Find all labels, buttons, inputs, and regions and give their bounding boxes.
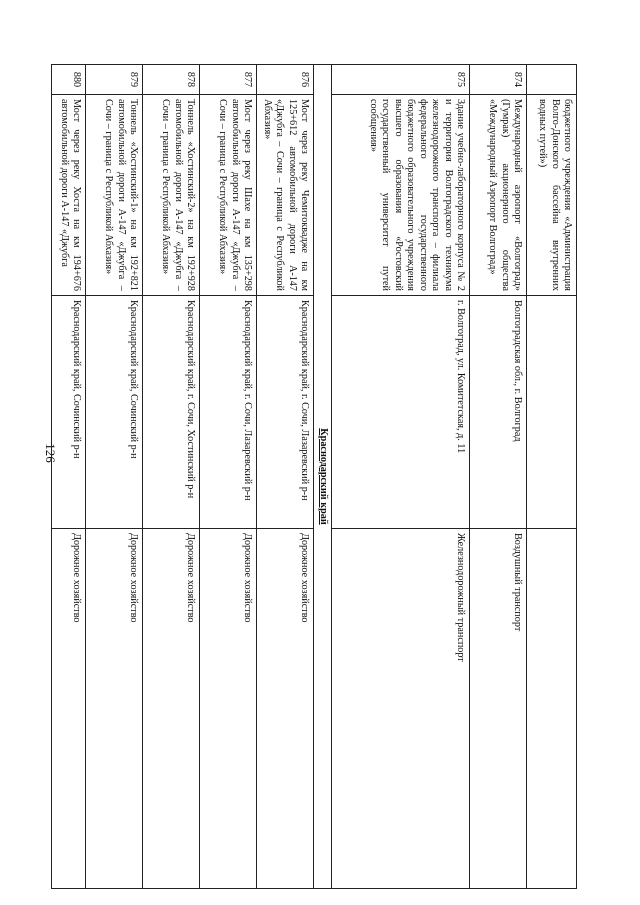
row-number: 877 [200, 65, 257, 95]
rotated-page-content [58, 64, 577, 888]
object-address: Краснодарский край, г. Сочи, Лазаревский р-н [257, 296, 314, 529]
region-title: Краснодарский край [314, 65, 332, 889]
object-address: г. Волгоград, ул. Комитетская, д. 11 [332, 296, 470, 529]
object-sector: Дорожное хозяйство [200, 529, 257, 889]
table-row [470, 65, 527, 889]
row-number: 879 [86, 65, 143, 95]
object-address: Краснодарский край, г. Сочи, Лазаревский р-н [200, 296, 257, 529]
object-name: Тоннель «Хостинский-1» на км 192+821 автомобильной дороги А-147 «Джубга – Сочи – граница с Республикой Абхазия» [86, 95, 143, 296]
page-number: 126 [42, 443, 58, 463]
object-name: Мост через реку Шахе на км 135+298 автомобильной дороги А-147 «Джубга – Сочи – граница с Республикой Абхазия» [200, 95, 257, 296]
table-row [52, 65, 86, 889]
object-name: Международный аэропорт «Волгоград» (Гумрак) акционерного общества «Международный Аэропорт Волгоград» [470, 95, 527, 296]
row-number: 874 [470, 65, 527, 95]
object-sector: Дорожное хозяйство [257, 529, 314, 889]
object-address [527, 296, 577, 529]
table-row [200, 65, 257, 889]
object-address: Краснодарский край, Сочинский р-н [86, 296, 143, 529]
table-row [86, 65, 143, 889]
object-address: Волгоградская обл., г. Волгоград [470, 296, 527, 529]
objects-table [51, 64, 577, 889]
row-number: 880 [52, 65, 86, 95]
row-number: 875 [332, 65, 470, 95]
object-name: Мост через реку Хоста на км 194+676 автомобильной дороги А-147 «Джубга [52, 95, 86, 296]
object-sector: Дорожное хозяйство [52, 529, 86, 889]
object-address: Краснодарский край, г. Сочи, Хостинский р-н [143, 296, 200, 529]
object-sector: Дорожное хозяйство [86, 529, 143, 889]
object-name: Тоннель «Хостинский-2» на км 192+928 автомобильной дороги А-147 «Джубга – Сочи – граница с Республикой Абхазия» [143, 95, 200, 296]
object-name: бюджетного учреждения «Администрация Волго-Донского бассейна внутренних водных путей») [527, 95, 577, 296]
row-number [527, 65, 577, 95]
table-row [143, 65, 200, 889]
object-sector [527, 529, 577, 889]
row-number: 876 [257, 65, 314, 95]
object-name: Здание учебно-лабораторного корпуса № 2 и территория Волгоградского техникума железнодорожного транспорта – филиала федерального государственного бюджетного образовательного учреждения высшего образования «Ростовский государственный университет путей сообщения» [332, 95, 470, 296]
object-sector: Железнодорожный транспорт [332, 529, 470, 889]
object-address: Краснодарский край, Сочинский р-н [52, 296, 86, 529]
table-row [257, 65, 314, 889]
region-header-row [314, 65, 332, 889]
object-sector: Дорожное хозяйство [143, 529, 200, 889]
row-number: 878 [143, 65, 200, 95]
table-row [527, 65, 577, 889]
object-sector: Воздушный транспорт [470, 529, 527, 889]
object-name: Мост через реку Чемитоквадже на км 125+612 автомобильной дороги А-147 «Джубга – Сочи – граница с Республикой Абхазия» [257, 95, 314, 296]
table-row [332, 65, 470, 889]
